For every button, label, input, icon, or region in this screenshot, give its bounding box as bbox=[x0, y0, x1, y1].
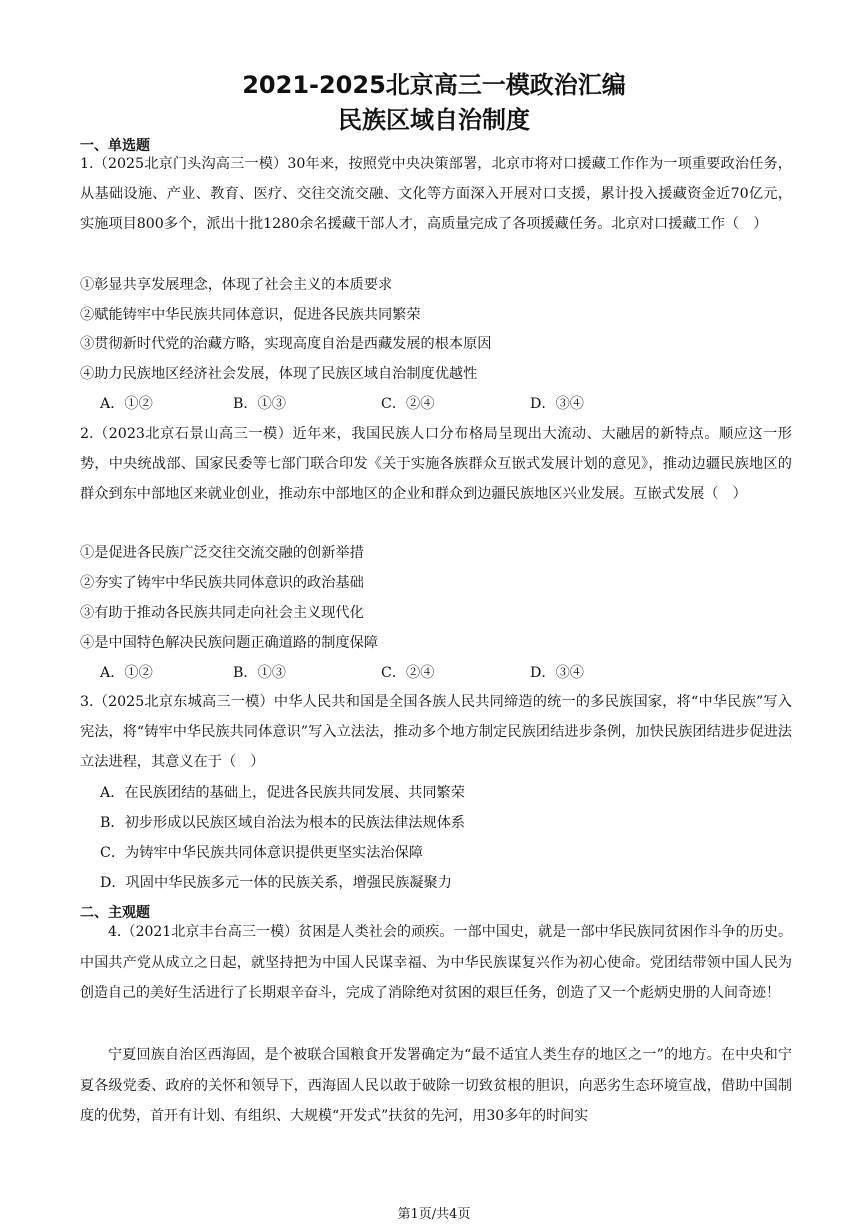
question-1-item-2: ②赋能铸牢中华民族共同体意识，促进各民族共同繁荣 bbox=[80, 307, 421, 323]
question-2-stem: 2.（2023北京石景山高三一模）近年来，我国民族人口分布格局呈现出大流动、大融居的新特点。顺应这一形势，中央统战部、国家民委等七部门联合印发《关于实施各族群众互嵌式发展计划的意见》，推动边疆民族地区的群众到东中部地区来就业创业，推动东中部地区的企业和群众到边疆民族地区兴业发展。互嵌式发展（ ） bbox=[80, 426, 792, 502]
question-4-paragraph-1: 4.（2021北京丰台高三一模）贫困是人类社会的顽疾。一部中国史，就是一部中华民族同贫困作斗争的历史。中国共产党从成立之日起，就坚持把为中国人民谋幸福、为中华民族谋复兴作为初心使命。党团结带领中国人民为创造自己的美好生活进行了长期艰辛奋斗，完成了消除绝对贫困的艰巨任务，创造了又一个彪炳史册的人间奇迹！ bbox=[80, 924, 792, 1001]
question-2-item-1: ①是促进各民族广泛交往交流交融的创新举措 bbox=[80, 545, 364, 561]
question-1-option-c[interactable]: C．②④ bbox=[381, 396, 435, 412]
question-1-option-b[interactable]: B．①③ bbox=[233, 396, 286, 412]
question-2-item-4: ④是中国特色解决民族问题正确道路的制度保障 bbox=[80, 635, 378, 651]
question-4-paragraph-2: 宁夏回族自治区西海固，是个被联合国粮食开发署确定为“最不适宜人类生存的地区之一”的地方。在中央和宁夏各级党委、政府的关怀和领导下，西海固人民以敢于破除一切致贫根的胆识，向恶劣生态环境宣战，借助中国制度的优势，首开有计划、有组织、大规模“开发式”扶贫的先河，用30多年的时间实 bbox=[80, 1047, 792, 1124]
question-1-option-a[interactable]: A．①② bbox=[100, 396, 153, 412]
question-2-option-c[interactable]: C．②④ bbox=[381, 665, 435, 681]
question-2-item-2: ②夯实了铸牢中华民族共同体意识的政治基础 bbox=[80, 575, 364, 591]
question-1-options bbox=[100, 393, 700, 415]
question-1-option-d[interactable]: D．③④ bbox=[530, 396, 584, 412]
question-1-item-3: ③贯彻新时代党的治藏方略，实现高度自治是西藏发展的根本原因 bbox=[80, 336, 492, 352]
section-heading-single-choice: 一、单选题 bbox=[80, 138, 150, 154]
question-2-option-a[interactable]: A．①② bbox=[100, 665, 153, 681]
question-1-item-1: ①彰显共享发展理念，体现了社会主义的本质要求 bbox=[80, 277, 393, 293]
page-footer: 第1页/共4页 bbox=[397, 1207, 471, 1222]
question-2-option-d[interactable]: D．③④ bbox=[530, 665, 584, 681]
document-subtitle: 民族区域自治制度 bbox=[338, 106, 530, 134]
question-3-option-d[interactable]: D．巩固中华民族多元一体的民族关系，增强民族凝聚力 bbox=[100, 875, 452, 891]
question-3-option-b[interactable]: B．初步形成以民族区域自治法为根本的民族法律法规体系 bbox=[100, 815, 466, 831]
question-1-stem: 1.（2025北京门头沟高三一模）30年来，按照党中央决策部署，北京市将对口援藏工作作为一项重要政治任务，从基础设施、产业、教育、医疗、交往交流交融、文化等方面深入开展对口支援，累计投入援藏资金近70亿元，实施项目800多个，派出十批1280余名援藏干部人才，高质量完成了各项援藏任务。北京对口援藏工作（ ） bbox=[80, 156, 792, 232]
question-3-stem: 3.（2025北京东城高三一模）中华人民共和国是全国各族人民共同缔造的统一的多民族国家，将“中华民族”写入宪法，将“铸牢中华民族共同体意识”写入立法法，推动多个地方制定民族团结进步条例，加快民族团结进步促进法立法进程，其意义在于（ ） bbox=[80, 694, 792, 770]
document-title: 2021-2025北京高三一模政治汇编 bbox=[242, 71, 626, 99]
question-3-option-a[interactable]: A．在民族团结的基础上，促进各民族共同发展、共同繁荣 bbox=[100, 785, 465, 801]
question-2-item-3: ③有助于推动各民族共同走向社会主义现代化 bbox=[80, 605, 364, 621]
question-2-options bbox=[100, 662, 700, 684]
question-3-option-c[interactable]: C．为铸牢中华民族共同体意识提供更坚实法治保障 bbox=[100, 845, 423, 861]
section-heading-subjective: 二、主观题 bbox=[80, 905, 150, 921]
question-1-item-4: ④助力民族地区经济社会发展，体现了民族区域自治制度优越性 bbox=[80, 366, 478, 382]
question-2-option-b[interactable]: B．①③ bbox=[233, 665, 286, 681]
